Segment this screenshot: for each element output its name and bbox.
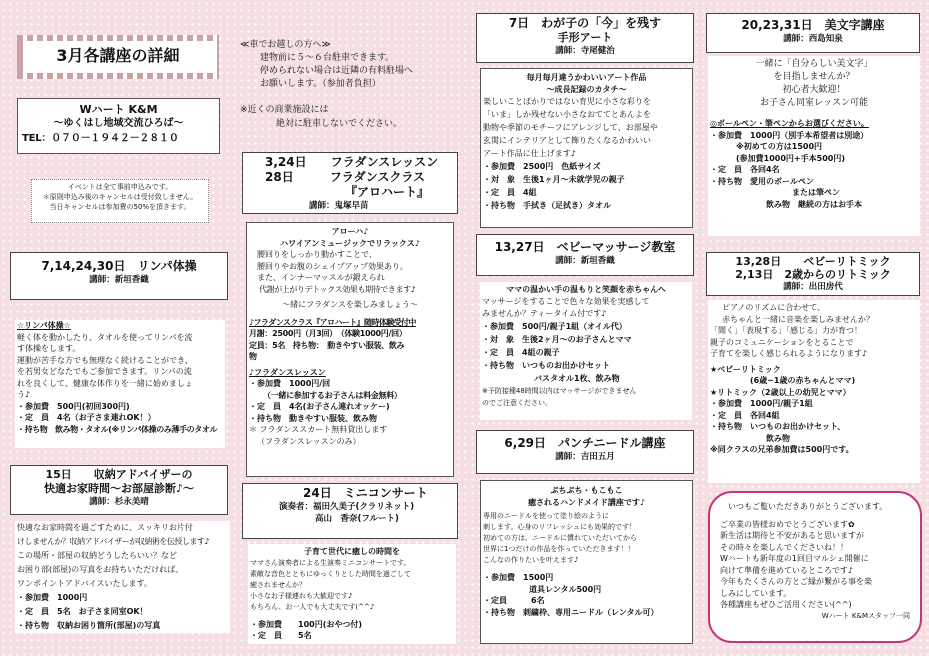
- hula-line: 月謝：2500円（月3回） （体験1000円/回）: [249, 329, 407, 338]
- hula-line: ～緒にフラダンスを楽しみましょう～: [282, 300, 418, 309]
- handprint-line: アート作品に仕上げます♪: [483, 149, 576, 158]
- rhythmic-title: 13,28日 ベビーリトミック: [735, 255, 891, 268]
- baby-massage-header: [476, 234, 694, 276]
- page-title: 3月各講座の詳細: [56, 46, 180, 65]
- handprint-header: [476, 13, 694, 63]
- punch-needle-body: [480, 480, 693, 644]
- punch-needle-line: 癒されるハンドメイド講座です♪: [528, 497, 645, 507]
- concert-line: ママさん演奏者による生演奏ミニコンサートです。: [250, 558, 411, 567]
- storage-line: ・参加費 1000円: [17, 593, 88, 602]
- baby-massage-line: ・持ち物 いつものお出かけセット: [482, 361, 610, 370]
- punch-needle-line: ・持ち物 刺繍枠、専用ニードル（レンタル可）: [483, 607, 659, 617]
- calligraphy-title: 20,23,31日 美文字講座: [741, 18, 885, 32]
- hula-line: ・持ち物 動きやすい服装、飲み物: [249, 413, 377, 423]
- rhythmic-line: ・定 員 各回4組: [710, 410, 780, 420]
- org-tel: TEL：０７０－１９４２－２８１０: [22, 133, 179, 144]
- hula-line: 腰回りをしっかり動かすことで、: [257, 250, 377, 259]
- calligraphy-line: または筆ペン: [792, 188, 840, 197]
- handprint-title: 7日 わが子の「今」を残す: [508, 16, 662, 30]
- calligraphy-line: ・定 員 各回4名: [710, 165, 780, 174]
- concert-performer: 演奏者：福田久美子(クラリネット): [279, 502, 415, 512]
- lymph-instructor: 講師：新垣香織: [89, 275, 149, 285]
- baby-massage-line: ・定 員 4組の親子: [482, 348, 560, 357]
- storage-subtitle: 快適お家時間～お部屋診断♪～: [43, 482, 195, 495]
- thanks-line: 各種講座もぜひご活用ください(^^): [720, 600, 852, 609]
- hula-line: ・定 員 4名(お子さん連れオッケー): [249, 402, 390, 411]
- thanks-line: 今年もたくさんの方とご縁が繋がる事を楽: [720, 577, 872, 586]
- thanks-line: その時々を楽しんでくださいね！！: [720, 542, 848, 552]
- baby-massage-line: みませんか？ティータイム付です♪: [482, 309, 607, 318]
- storage-line: この場所・部屋の収納どうしたらいい？など: [17, 551, 177, 560]
- hula-line: 腰回りやお腹のシェイプアップ効果あり。: [257, 261, 409, 271]
- punch-needle-line: ぷちぷち・もこもこ: [550, 486, 623, 495]
- lymph-line: う♪: [17, 390, 31, 399]
- lymph-line: ・持ち物 飲み物・タオル(※リンパ体操のみ薄手のタオル: [17, 424, 218, 434]
- handprint-line: 玄関にインテリアとして飾りたくなるかわいい: [483, 136, 651, 145]
- punch-needle-header: [476, 430, 694, 474]
- notice-line: イベントは全て事前申込みです。: [67, 183, 173, 191]
- concert-body: [248, 544, 456, 644]
- hula-line: （一緒に参加するお子さんは料金無料）: [263, 390, 402, 400]
- hula-subtitle: 28日 フラダンスクラス: [265, 170, 425, 184]
- handprint-line: 楽しいことばかりではない育児に小さな彩りを: [483, 97, 651, 106]
- baby-massage-line: のでご注意ください。: [482, 399, 552, 407]
- calligraphy-line: ※初めての方は1500円: [736, 142, 823, 151]
- storage-title: 15日 収納アドバイザーの: [45, 468, 193, 481]
- handprint-line: 「いま」しか残せない小さなおててとあんよを: [483, 110, 651, 119]
- org-box: [17, 98, 220, 154]
- thanks-line: 新生活は期待と不安があると思いますが: [720, 531, 864, 540]
- calligraphy-line: 飲み物 継続の方はお手本: [766, 199, 862, 209]
- punch-needle-line: ・参加費 1500円: [483, 573, 554, 582]
- rhythmic-line: ピアノのリズムに合わせて、: [722, 303, 826, 312]
- handprint-body: [480, 68, 693, 228]
- punch-needle-instructor: 講師：吉田五月: [555, 452, 615, 462]
- thanks-line: しみにしています。: [720, 588, 792, 598]
- lymph-line: す体操をします。: [17, 344, 81, 353]
- hula-title: 3,24日 フラダンスレッスン: [265, 155, 439, 169]
- rhythmic-line: 子育てを楽しく感じられるようになります♪: [710, 349, 868, 358]
- punch-needle-line: ・定員 6名: [483, 596, 545, 605]
- hula-line: アローハ♪: [331, 227, 369, 236]
- storage-line: ・持ち物 収納お困り箇所(部屋)の写真: [17, 621, 161, 630]
- lymph-title: 7,14,24,30日 リンパ体操: [41, 259, 197, 273]
- hula-line: ♪フラダンスクラス『アロハート』随時体験受付中: [249, 317, 416, 327]
- lymph-header: [10, 252, 228, 300]
- rhythmic-line: ※同クラスの兄弟参加費は500円です。: [710, 445, 854, 454]
- rhythmic-instructor: 講師：出田房代: [783, 282, 843, 292]
- notice-line: ＊原則申込み後のキャンセルは受付致しません。: [42, 193, 198, 201]
- punch-needle-line: 専用のニードルを使って塗り絵のように: [483, 512, 609, 520]
- calligraphy-body: [708, 56, 920, 236]
- rhythmic-line: ★リトミック（2歳以上の幼児とママ）: [710, 387, 851, 397]
- thanks-message: [708, 491, 922, 643]
- handprint-subtitle: 手形アート: [557, 31, 613, 44]
- parking-line: 絶対に駐車しないでください。: [276, 119, 403, 129]
- concert-line: 子育て世代に癒しの時間を: [304, 547, 400, 556]
- lymph-line: ・参加費 500円(初回300円): [17, 401, 130, 411]
- concert-line: ・定 員 5名: [250, 631, 312, 640]
- baby-massage-instructor: 講師：新垣香織: [555, 256, 615, 266]
- rhythmic-body: [708, 300, 920, 483]
- lymph-line: ☆リンパ体操☆: [17, 321, 71, 330]
- handprint-line: ・持ち物 手拭き（足拭き）タオル: [483, 201, 611, 210]
- baby-massage-line: バスタオル1枚、飲み物: [534, 374, 620, 383]
- hula-instructor: 講師：鬼塚早苗: [309, 201, 369, 211]
- baby-massage-line: ママの温かい手の温もりと笑顔を赤ちゃんへ: [506, 285, 666, 294]
- rhythmic-subtitle: 2,13日 2歳からのリトミック: [735, 268, 891, 281]
- handprint-line: ・参加費 2500円 色紙サイズ: [483, 162, 601, 171]
- storage-line: ワンポイントアドバイスいたします。: [17, 579, 152, 588]
- thanks-line: いつもご覧いただきありがとうございます。: [728, 502, 888, 511]
- lymph-line: を若男女どなたでもご参加できます。リンパの流: [17, 367, 192, 376]
- handprint-line: 毎月毎月違うかわいいアート作品: [526, 73, 647, 82]
- hula-line: 代謝が上がりデトックス効果も期待できます♪: [259, 284, 416, 294]
- calligraphy-line: を目指しませんか？: [773, 72, 855, 82]
- concert-line: 小さなお子様連れも大歓迎です♪: [250, 591, 353, 600]
- concert-performer: 高山 香奈(フルート): [315, 514, 399, 524]
- calligraphy-line: (参加費1000円+手本500円): [736, 153, 845, 163]
- handprint-line: ・対 象 生後1ヶ月～未就学児の親子: [483, 175, 625, 184]
- hula-line: ＊ フラダンススカート無料貸出します: [249, 425, 388, 434]
- storage-line: ・定 員 5名 お子さま同室OK！: [17, 607, 148, 616]
- handprint-line: ～成長記録のカタチ～: [546, 84, 627, 94]
- hula-line: ・参加費 1000円/回: [249, 379, 331, 388]
- concert-line: もちろん、お一人でも大丈夫です(^^♪: [250, 602, 375, 611]
- rhythmic-line: 赤ちゃんと一緒に音楽を楽しみませんか？: [722, 314, 874, 324]
- baby-massage-line: ・対 象 生後2ヶ月～のお子さんとママ: [482, 335, 632, 344]
- hula-class-name: 『アロハート』: [345, 185, 430, 199]
- handprint-line: ・定 員 4組: [483, 188, 537, 197]
- notice-box: [31, 179, 209, 223]
- rhythmic-line: ・持ち物 いつものお出かけセット、: [710, 422, 846, 431]
- calligraphy-instructor: 講師：西島知泉: [783, 34, 843, 44]
- calligraphy-header: [706, 13, 920, 53]
- punch-needle-line: 刺します。心身のリフレッシュにも効果的です！: [483, 523, 636, 531]
- storage-instructor: 講師：杉永美晴: [89, 497, 149, 507]
- storage-line: 快適なお家時間を過ごすために、スッキリお片付: [17, 523, 193, 532]
- rhythmic-line: ★ベビーリトミック: [710, 364, 781, 374]
- storage-line: お困り部(部屋)の写真をお持ちいただければ、: [17, 565, 184, 574]
- hula-line: また、インナーマッスルが鍛えられ: [257, 273, 385, 282]
- concert-line: 癒されませんか？: [250, 580, 306, 589]
- calligraphy-line: お子さん同室レッスン可能: [760, 98, 868, 108]
- storage-line: けしませんか？収納アドバイザーが収納術を伝授します♪: [17, 537, 209, 546]
- baby-massage-line: ※予防接種48時間以内はマッサージができません: [482, 387, 637, 395]
- thanks-line: ご卒業の皆様おめでとうございます✿: [720, 519, 855, 529]
- parking-info: [240, 38, 455, 131]
- parking-heading: ≪車でお越しの方へ≫: [240, 40, 331, 50]
- hula-line: 定員：5名 持ち物： 動きやすい服装、飲み: [249, 340, 405, 350]
- punch-needle-line: 世界に1つだけの作品を作っていただきます！！: [483, 545, 635, 553]
- punch-needle-line: 道具レンタル500円: [529, 584, 602, 594]
- rhythmic-line: 飲み物: [766, 433, 790, 443]
- calligraphy-line: 初心者大歓迎！: [782, 85, 846, 95]
- calligraphy-line: ◎ボールペン・筆ペンからお選びください。: [710, 119, 869, 128]
- concert-header: [242, 483, 458, 539]
- parking-line: お願いします。（参加者負担）: [260, 79, 381, 89]
- storage-body: [15, 521, 230, 633]
- lymph-line: ・定 員 4名（お子さま連れOK！）: [17, 413, 156, 422]
- calligraphy-line: 一緒に「自分らしい美文字」: [755, 59, 873, 69]
- calligraphy-line: ・持ち物 愛用のボールペン: [710, 176, 814, 186]
- page-title-frame: [17, 35, 219, 79]
- concert-line: 素敵な音色とともにゆっくりとした時間を過ごして: [250, 569, 411, 578]
- rhythmic-line: (6歳~1歳の赤ちゃんとママ): [750, 376, 856, 385]
- thanks-line: Wハートも新年度の1回目マルシェ開催に: [720, 554, 869, 563]
- baby-massage-body: [480, 282, 692, 420]
- handprint-line: 動物や季節のモチーフにアレンジして、お部屋や: [483, 123, 658, 132]
- storage-header: [10, 465, 228, 515]
- rhythmic-line: ・参加費 1000円/親子1組: [710, 399, 813, 408]
- thanks-signature: Wハート K&Mスタッフ一同: [821, 611, 910, 620]
- hula-body: [246, 222, 454, 477]
- calligraphy-line: ・参加費 1000円（別手本希望者は別途）: [710, 130, 869, 140]
- concert-title: 24日 ミニコンサート: [303, 486, 428, 500]
- hula-line: （フラダンスレッスンのみ）: [257, 436, 361, 446]
- org-name: Wハート K&M: [79, 103, 158, 116]
- rhythmic-line: 親子のコミュニケーションをとることで: [710, 337, 854, 347]
- parking-line: 建物前に５～６台駐車できます。: [260, 53, 395, 63]
- rhythmic-line: 「聞く」「表現する」「感じる」力が育つ！: [710, 326, 862, 335]
- baby-massage-line: マッサージをすることで色々な効果を実感して: [482, 297, 650, 306]
- punch-needle-line: こんなの作りたいを叶えます♪: [483, 556, 579, 564]
- thanks-line: 向けて準備を進めているところです♪: [720, 565, 854, 575]
- hula-header: [242, 152, 458, 214]
- lymph-line: 軽く体を動かしたり、タオルを使ってリンパを流: [17, 332, 193, 342]
- baby-massage-line: ・参加費 500円/親子1組（オイル代）: [482, 322, 627, 331]
- hula-line: ハワイアンミュージックでリラックス♪: [280, 238, 420, 248]
- parking-line: 停められない場合は近隣の有料駐場へ: [260, 66, 414, 76]
- punch-needle-line: 初めての方は、ニードルに慣れていただいてから: [483, 534, 637, 542]
- baby-massage-title: 13,27日 ベビーマッサージ教室: [494, 240, 676, 254]
- handprint-instructor: 講師：寺尾健治: [555, 46, 615, 56]
- rhythmic-header: [706, 252, 920, 296]
- lymph-body: [15, 320, 225, 448]
- notice-line: 当日キャンセルは参加費の50%を頂きます。: [49, 203, 191, 211]
- org-sub: ～ゆくはし地域交流ひろば～: [53, 118, 184, 129]
- hula-line: 物: [249, 352, 257, 361]
- hula-line: ♪フラダンスレッスン: [249, 367, 326, 377]
- punch-needle-title: 6,29日 パンチニードル講座: [504, 436, 666, 450]
- lymph-line: 運動が苦手な方でも無理なく続けることができ、: [17, 355, 193, 365]
- lymph-line: れを良くして、健康な体作りを一緒に始めましょ: [17, 378, 193, 388]
- parking-line: ※近くの商業施設には: [240, 105, 329, 115]
- concert-line: ・参加費 100円(おやつ付): [250, 619, 363, 629]
